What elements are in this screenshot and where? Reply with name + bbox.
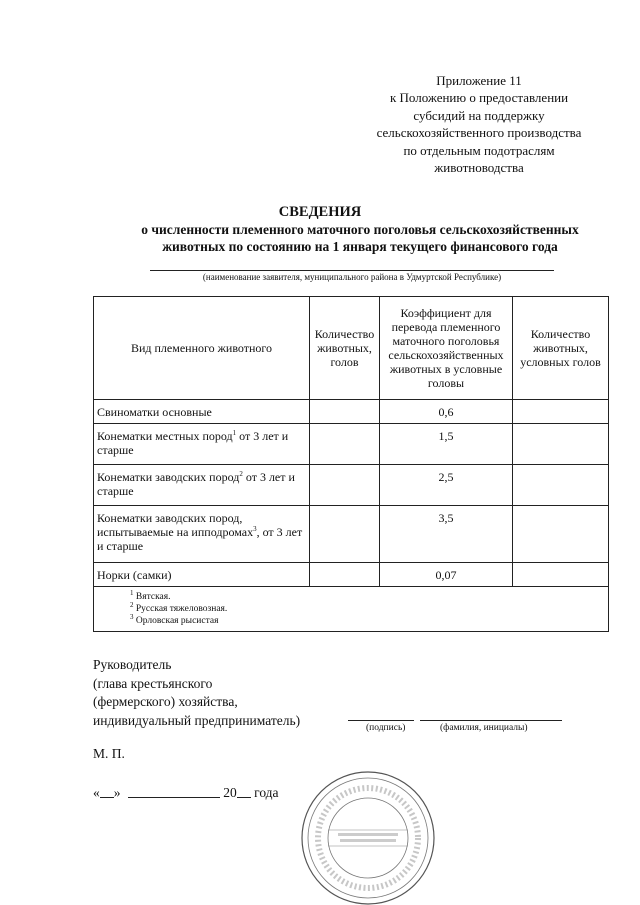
annex-line: к Положению о предоставлении — [389, 90, 569, 106]
applicant-caption: (наименование заявителя, муниципального района в Удмуртской Республике) — [202, 272, 502, 282]
coefficient-cell: 0,6 — [380, 400, 513, 424]
annex-line: по отдельным подотраслям — [403, 142, 555, 158]
animal-type-text: от 3 лет и старше — [97, 429, 289, 457]
annex-header — [330, 72, 628, 176]
annex-line: субсидий на поддержку — [413, 107, 545, 123]
month-field[interactable] — [128, 785, 220, 798]
table-header-row — [94, 297, 609, 400]
count-conventional-cell[interactable] — [513, 424, 609, 465]
count-heads-cell[interactable] — [310, 400, 380, 424]
footnote: $^2$ Русская тяжеловозная. — [130, 600, 228, 614]
signature-caption: (подпись) — [366, 723, 406, 733]
stamp-place-label: М. П. — [93, 746, 125, 761]
coefficient-cell: 3,5 — [380, 506, 513, 563]
count-conventional-cell[interactable] — [513, 506, 609, 563]
animal-type-cell — [94, 506, 310, 563]
animal-type-text: Конематки заводских пород — [97, 470, 240, 484]
subtitle-line: животных по состоянию на 1 января текущего финансового года — [162, 238, 558, 254]
coefficient-cell: 1,5 — [380, 424, 513, 465]
animal-type-text: , от 3 лет и старше — [97, 525, 303, 553]
official-seal-icon — [298, 768, 438, 905]
count-heads-cell[interactable] — [310, 424, 380, 465]
document-subtitle — [80, 222, 640, 255]
count-conventional-cell[interactable] — [513, 400, 609, 424]
header-count-conventional: Количество животных, условных голов — [513, 297, 609, 400]
coefficient-cell: 2,5 — [380, 465, 513, 506]
footnote: $^3$ Орловская рысистая — [130, 612, 219, 626]
animal-type-cell: Свиноматки основные — [94, 400, 310, 424]
year-suffix: года — [254, 785, 279, 800]
footnote: $^1$ Вятская. — [130, 588, 171, 602]
footnotes-row — [94, 587, 609, 632]
count-conventional-cell[interactable] — [513, 465, 609, 506]
livestock-table — [93, 296, 609, 632]
subtitle-line: о численности племенного маточного поголовья сельскохозяйственных — [141, 222, 579, 237]
table-row — [94, 465, 609, 506]
count-conventional-cell[interactable] — [513, 563, 609, 587]
footnote-ref: 1 — [232, 429, 237, 437]
date-quote-open: « — [93, 785, 100, 800]
animal-type-cell — [94, 424, 310, 465]
signature-line[interactable] — [348, 720, 414, 721]
count-heads-cell[interactable] — [310, 465, 380, 506]
animal-type-cell: Норки (самки) — [94, 563, 310, 587]
day-field[interactable] — [100, 785, 114, 798]
table-row — [94, 400, 609, 424]
name-line[interactable] — [420, 720, 562, 721]
animal-type-text: Конематки заводских пород, испытываемые на ипподромах — [97, 511, 254, 539]
name-caption: (фамилия, инициалы) — [440, 723, 528, 733]
animal-type-cell — [94, 465, 310, 506]
header-coefficient: Коэффициент для перевода племенного маточного поголовья сельскохозяйственных животных в условные головы — [380, 297, 513, 400]
animal-type-text: от 3 лет и старше — [97, 470, 295, 498]
header-count-heads: Количество животных, голов — [310, 297, 380, 400]
signer-line: индивидуальный предприниматель) — [93, 712, 301, 728]
signer-line: (глава крестьянского — [93, 675, 213, 691]
signer-line: Руководитель — [93, 657, 172, 672]
count-heads-cell[interactable] — [310, 563, 380, 587]
document-title: СВЕДЕНИЯ — [278, 204, 362, 220]
animal-type-text: Конематки местных пород — [97, 429, 233, 443]
signer-line: (фермерского) хозяйства, — [93, 694, 238, 709]
table-row — [94, 563, 609, 587]
date-quote-close: » — [113, 785, 121, 800]
applicant-name-line — [150, 270, 554, 271]
table-row — [94, 424, 609, 465]
year-field[interactable] — [237, 785, 251, 798]
count-heads-cell[interactable] — [310, 506, 380, 563]
date-line — [93, 785, 279, 801]
header-animal-type: Вид племенного животного — [94, 297, 310, 400]
table-row — [94, 506, 609, 563]
coefficient-cell: 0,07 — [380, 563, 513, 587]
footnote-ref: 3 — [253, 525, 257, 533]
footnotes-cell — [94, 587, 609, 632]
signer-title — [93, 656, 300, 730]
annex-line: животноводства — [434, 160, 524, 176]
annex-line: Приложение 11 — [436, 73, 522, 88]
footnote-ref: 2 — [239, 470, 243, 478]
annex-line: сельскохозяйственного производства — [376, 125, 582, 141]
year-prefix: 20 — [223, 785, 237, 800]
